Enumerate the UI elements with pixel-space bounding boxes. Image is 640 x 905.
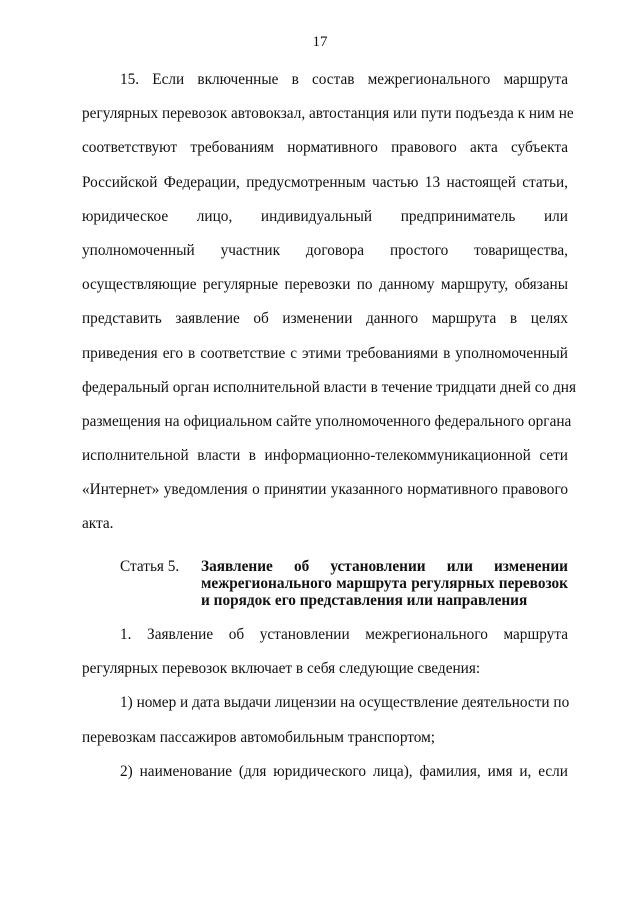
text-line: исполнительной власти в информационно-телекоммуникационной сети: [82, 447, 568, 465]
text-line: федеральный орган исполнительной власти в течение тридцати дней со дня: [82, 378, 576, 396]
text-line: соответствуют требованиям нормативного правового акта субъекта: [82, 139, 568, 157]
text-line: 2) наименование (для юридического лица), фамилия, имя и, если: [120, 762, 568, 780]
text-line: «Интернет» уведомления о принятии указанного нормативного правового: [82, 481, 568, 499]
article-title-line: и порядок его представления или направления: [201, 592, 528, 609]
page-number: 17: [312, 34, 328, 50]
text-line: регулярных перевозок автовокзал, автостанция или пути подъезда к ним не: [82, 105, 574, 123]
paragraph-15: [82, 63, 576, 542]
article-5-body: [82, 618, 568, 789]
article-title-line: Заявление об установлении или изменении: [201, 558, 568, 575]
text-line: приведения его в соответствие с этими требованиями в уполномоченный: [82, 344, 568, 362]
text-line: юридическое лицо, индивидуальный предприниматель или: [82, 207, 568, 225]
text-line: 1) номер и дата выдачи лицензии на осуществление деятельности по: [120, 694, 570, 712]
text-line: размещения на официальном сайте уполномоченного федерального органа: [82, 412, 572, 430]
article-title-line: межрегионального маршрута регулярных перевозок: [201, 575, 568, 592]
text-line: регулярных перевозок включает в себя следующие сведения:: [82, 660, 481, 678]
text-line: осуществляющие регулярные перевозки по данному маршруту, обязаны: [82, 276, 568, 294]
text-line: 15. Если включенные в состав межрегионального маршрута: [120, 71, 568, 88]
text-line: представить заявление об изменении данного маршрута в целях: [82, 310, 568, 328]
text-line: Российской Федерации, предусмотренным частью 13 настоящей статьи,: [82, 173, 568, 191]
text-line: уполномоченный участник договора простого товарищества,: [82, 241, 568, 259]
text-line: 1. Заявление об установлении межрегионального маршрута: [120, 626, 568, 643]
text-line: акта.: [82, 515, 114, 533]
article-title: [201, 558, 568, 609]
text-line: перевозкам пассажиров автомобильным транспортом;: [82, 728, 436, 746]
article-number: Статья 5.: [120, 558, 180, 575]
